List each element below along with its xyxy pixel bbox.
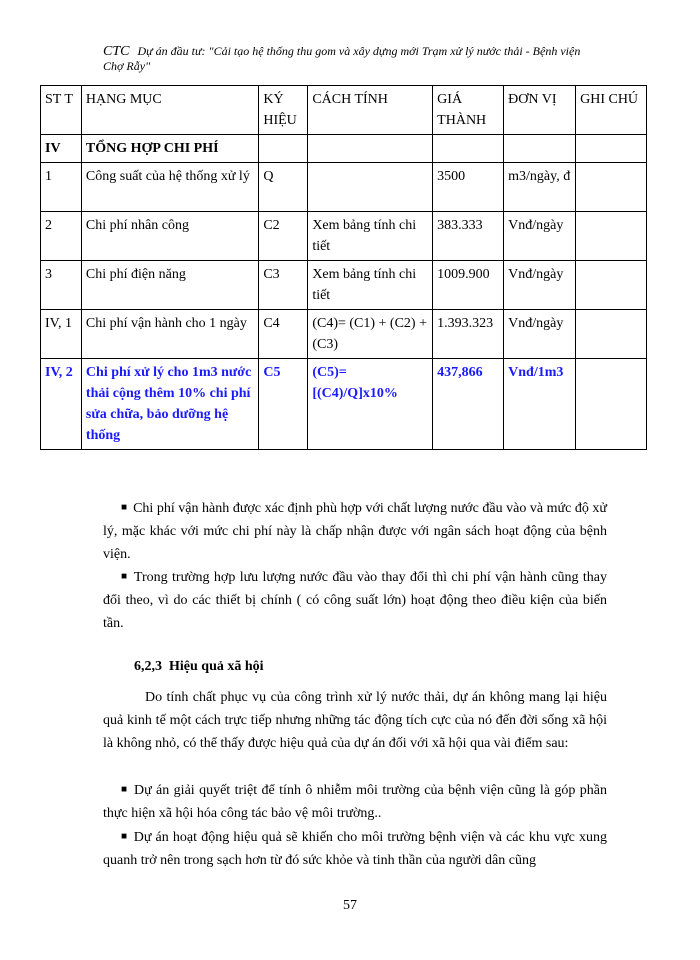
intro-paragraph: Do tính chất phục vụ của công trình xử lý nước thải, dự án không mang lại hiệu quả kinh tế một cách trực tiếp nhưng những tác động tích cực của nó đến đời sống xã hội là không nhỏ, có thể thấy được hiệu quả của dự án đối với xã hội qua vài điểm sau: bbox=[103, 690, 607, 751]
header-item: HẠNG MỤC bbox=[81, 86, 258, 135]
cell-unit: m3/ngày, đ bbox=[504, 163, 576, 212]
cell-symbol: C5 bbox=[259, 359, 308, 450]
cell-stt: IV, 2 bbox=[41, 359, 82, 450]
cell-method bbox=[308, 135, 433, 163]
header-unit: ĐƠN VỊ bbox=[504, 86, 576, 135]
cell-unit: Vnđ/1m3 bbox=[504, 359, 576, 450]
cell-unit bbox=[504, 135, 576, 163]
bullet-icon: ■ bbox=[121, 571, 128, 582]
bullet-text: Dự án hoạt động hiệu quả sẽ khiến cho môi trường bệnh viện và các khu vực xung quanh trở nên trong sạch hơn từ đó sức khỏe và tinh thần của người dân cũng bbox=[103, 830, 607, 868]
cell-method: (C5)= [(C4)/Q]x10% bbox=[308, 359, 433, 450]
header-stt: ST T bbox=[41, 86, 82, 135]
bullet-paragraph bbox=[103, 778, 607, 825]
section-heading bbox=[134, 659, 264, 675]
cell-stt: 2 bbox=[41, 212, 82, 261]
header-note: GHI CHÚ bbox=[576, 86, 647, 135]
cell-item: Chi phí điện năng bbox=[81, 261, 258, 310]
table-row bbox=[41, 163, 647, 212]
cell-note bbox=[576, 163, 647, 212]
cell-stt: IV, 1 bbox=[41, 310, 82, 359]
cell-price: 383.333 bbox=[433, 212, 504, 261]
section-title-text: Hiệu quả xã hội bbox=[169, 659, 264, 674]
cell-item: Công suất của hệ thống xử lý bbox=[81, 163, 258, 212]
cell-method bbox=[308, 163, 433, 212]
header-symbol: KÝ HIỆU bbox=[259, 86, 308, 135]
table-row bbox=[41, 310, 647, 359]
cell-price bbox=[433, 135, 504, 163]
cell-method: Xem bảng tính chi tiết bbox=[308, 212, 433, 261]
cell-stt: 1 bbox=[41, 163, 82, 212]
cell-note bbox=[576, 135, 647, 163]
cell-note bbox=[576, 359, 647, 450]
cost-summary-table bbox=[40, 85, 647, 450]
bullet-icon: ■ bbox=[121, 784, 128, 795]
header-code: CTC bbox=[103, 44, 130, 59]
cell-price: 1009.900 bbox=[433, 261, 504, 310]
cell-symbol: C4 bbox=[259, 310, 308, 359]
header-title: Dự án đầu tư: "Cải tạo hệ thống thu gom và xây dựng mới Trạm xử lý nước thải - Bệnh viện Chợ Rẫy" bbox=[103, 44, 581, 73]
page-number: 57 bbox=[343, 898, 357, 913]
header-price: GIÁ THÀNH bbox=[433, 86, 504, 135]
table-row-highlight bbox=[41, 359, 647, 450]
cell-item: Chi phí vận hành cho 1 ngày bbox=[81, 310, 258, 359]
bullet-icon: ■ bbox=[121, 502, 128, 513]
page-header bbox=[103, 44, 603, 74]
bullet-paragraph bbox=[103, 565, 607, 635]
cell-unit: Vnđ/ngày bbox=[504, 310, 576, 359]
header-method: CÁCH TÍNH bbox=[308, 86, 433, 135]
cell-stt: 3 bbox=[41, 261, 82, 310]
table-row bbox=[41, 135, 647, 163]
section-number: 6,2,3 bbox=[134, 659, 162, 674]
cell-stt: IV bbox=[41, 135, 82, 163]
cell-unit: Vnđ/ngày bbox=[504, 212, 576, 261]
table-row bbox=[41, 212, 647, 261]
cell-symbol bbox=[259, 135, 308, 163]
cell-price: 3500 bbox=[433, 163, 504, 212]
cell-note bbox=[576, 310, 647, 359]
bullet-icon: ■ bbox=[121, 831, 128, 842]
cell-item: TỔNG HỢP CHI PHÍ bbox=[81, 135, 258, 163]
table-row bbox=[41, 261, 647, 310]
bullet-paragraph bbox=[103, 825, 607, 872]
cell-price: 1.393.323 bbox=[433, 310, 504, 359]
cell-unit: Vnđ/ngày bbox=[504, 261, 576, 310]
table-header-row bbox=[41, 86, 647, 135]
cell-note bbox=[576, 261, 647, 310]
cell-symbol: C2 bbox=[259, 212, 308, 261]
cell-item: Chi phí xử lý cho 1m3 nước thải cộng thêm 10% chi phí sửa chữa, bảo dưỡng hệ thống bbox=[81, 359, 258, 450]
cell-note bbox=[576, 212, 647, 261]
cell-symbol: Q bbox=[259, 163, 308, 212]
cell-symbol: C3 bbox=[259, 261, 308, 310]
bullet-text: Trong trường hợp lưu lượng nước đầu vào thay đổi thì chi phí vận hành cũng thay đổi theo, vì do các thiết bị chính ( có công suất lớn) hoạt động theo điều kiện của biến tần. bbox=[103, 570, 608, 631]
cell-price: 437,866 bbox=[433, 359, 504, 450]
cell-method: (C4)= (C1) + (C2) + (C3) bbox=[308, 310, 433, 359]
cell-method: Xem bảng tính chi tiết bbox=[308, 261, 433, 310]
bullet-text: Chi phí vận hành được xác định phù hợp với chất lượng nước đầu vào và mức độ xử lý, mặc khác với mức chi phí này là chấp nhận được với ngân sách hoạt động của bệnh viện. bbox=[103, 501, 607, 562]
bullet-text: Dự án giải quyết triệt để tính ô nhiễm môi trường của bệnh viện cũng là góp phần thực hiện xã hội hóa công tác bảo vệ môi trường.. bbox=[103, 783, 607, 821]
cell-item: Chi phí nhân công bbox=[81, 212, 258, 261]
bullet-paragraph bbox=[103, 496, 607, 566]
